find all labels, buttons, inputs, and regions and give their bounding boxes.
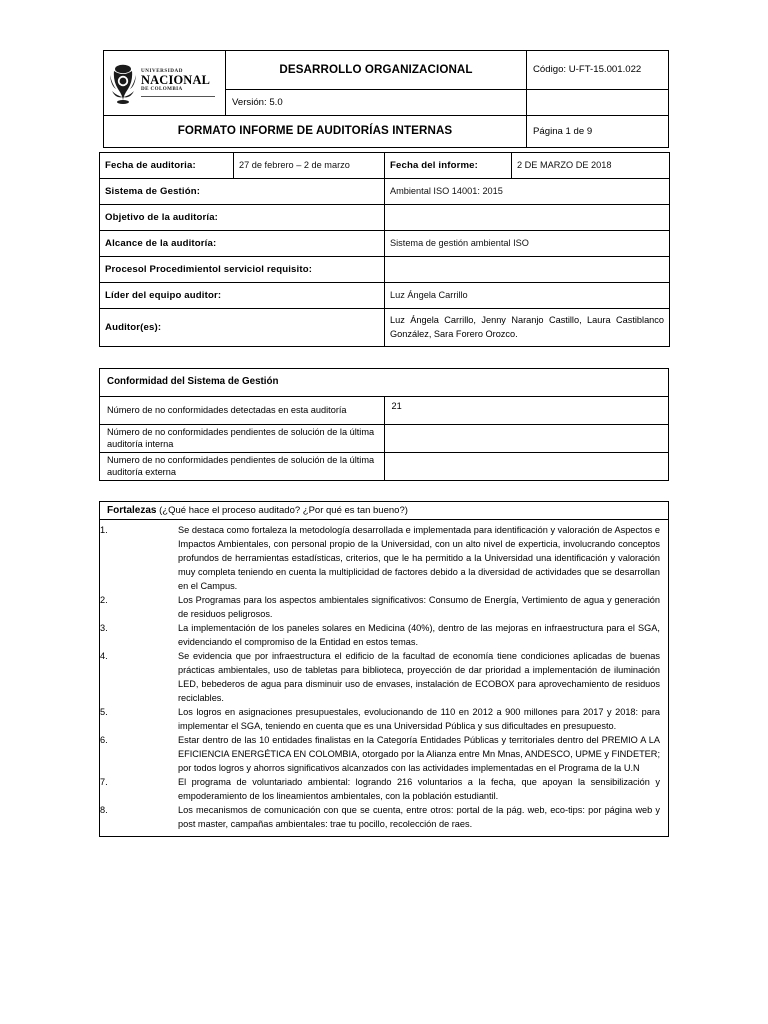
table-row-alcance <box>100 231 670 257</box>
header-row-bottom <box>104 116 669 148</box>
value-auditores[interactable]: Luz Ángela Carrillo, Jenny Naranjo Castillo, Laura Castiblanco González, Sara Forero Orozco. <box>385 309 670 347</box>
value-fecha-informe[interactable]: 2 DE MARZO DE 2018 <box>512 153 670 179</box>
table-row-proceso <box>100 257 670 283</box>
list-item: El programa de voluntariado ambiental: logrando 216 voluntarios a la fecha, que apoyan la sensibilización y empoderamiento de los lineamientos ambientales, con la población estudiantil. <box>178 776 660 801</box>
list-item: La implementación de los paneles solares en Medicina (40%), dentro de las mejoras en infraestructura para el SGA, evidenciando el compromiso de la Entidad en estos temas. <box>178 622 660 647</box>
label-proceso: Procesol Procedimientol serviciol requisito: <box>100 257 385 283</box>
header-title-secondary: FORMATO INFORME DE AUDITORÍAS INTERNAS <box>104 116 527 148</box>
header-version: Versión: 5.0 <box>226 90 527 116</box>
logo-underline <box>141 96 215 97</box>
fortalezas-header <box>100 502 668 520</box>
label-sistema-gestion: Sistema de Gestión: <box>100 179 385 205</box>
audit-info-table <box>99 152 670 347</box>
conformity-label-pendientes-interna: Número de no conformidades pendientes de solución de la última auditoría interna <box>100 425 385 453</box>
label-lider-equipo: Líder del equipo auditor: <box>100 283 385 309</box>
label-auditores: Auditor(es): <box>100 309 385 347</box>
logo-line-nacional: NACIONAL <box>141 73 211 88</box>
university-coat-of-arms-icon <box>108 61 138 105</box>
header-pagina: Página 1 de 9 <box>527 116 669 148</box>
table-row-lider <box>100 283 670 309</box>
value-proceso[interactable] <box>385 257 670 283</box>
list-item: Se destaca como fortaleza la metodología desarrollada e implementada para identificación y valoración de Aspectos e Impactos Ambientales, con personal propio de la Universidad, con un alto nivel de experticia, involucrando conceptos profundos de herramientas estadísticas, criterios, que le ha permitido a la Universidad una identificación y valoración muy completa teniendo en cuenta la multiplicidad de factores debido a la diversidad de actividades que se desarrollan en el Campus. <box>178 525 660 591</box>
header-codigo: Código: U-FT-15.001.022 <box>527 51 669 90</box>
table-row-objetivo <box>100 205 670 231</box>
conformity-label-pendientes-externa: Numero de no conformidades pendientes de solución de la última auditoría externa <box>100 453 385 481</box>
fortalezas-section <box>99 501 669 837</box>
list-item: Los Programas para los aspectos ambientales significativos: Consumo de Energía, Vertimiento de agua y generación de residuos peligrosos. <box>178 594 660 619</box>
logo-line-universidad: UNIVERSIDAD <box>141 67 183 74</box>
value-sistema-gestion[interactable]: Ambiental ISO 14001: 2015 <box>385 179 670 205</box>
table-row <box>100 425 669 453</box>
label-objetivo: Objetivo de la auditoría: <box>100 205 385 231</box>
list-item: Los logros en asignaciones presupuestales, evolucionando de 110 en 2012 a 900 millones para 2017 y 2018: para implementar el SGA, teniendo en cuenta que es una Universidad Pública y sus dificultades en presupuesto. <box>178 706 660 731</box>
logo-line-de-colombia: DE COLOMBIA <box>141 86 183 93</box>
label-fecha-informe: Fecha del informe: <box>385 153 512 179</box>
table-row-auditores <box>100 309 670 347</box>
table-row-fecha <box>100 153 670 179</box>
conformity-table <box>99 368 669 481</box>
label-alcance: Alcance de la auditoría: <box>100 231 385 257</box>
logo-cell <box>104 51 226 116</box>
value-objetivo[interactable] <box>385 205 670 231</box>
conformity-value-pendientes-interna[interactable] <box>384 425 669 453</box>
header-title-primary: DESARROLLO ORGANIZACIONAL <box>226 51 527 90</box>
fortalezas-subtitle: (¿Qué hace el proceso auditado? ¿Por qué es tan bueno?) <box>159 505 408 516</box>
conformity-value-detectadas[interactable]: 21 <box>384 397 669 425</box>
conformity-header-row <box>100 369 669 397</box>
conformity-value-pendientes-externa[interactable] <box>384 453 669 481</box>
table-row <box>100 453 669 481</box>
list-item: Los mecanismos de comunicación con que se cuenta, entre otros: portal de la pág. web, eco-tips: por página web y post master, campañas ambientales: trae tu pocillo, recolección de raes. <box>178 804 660 829</box>
header-row-top <box>104 51 669 90</box>
table-row <box>100 397 669 425</box>
document-control-header <box>103 50 669 148</box>
table-row-sistema <box>100 179 670 205</box>
fortalezas-list <box>100 524 668 832</box>
value-lider-equipo[interactable]: Luz Ángela Carrillo <box>385 283 670 309</box>
conformity-header: Conformidad del Sistema de Gestión <box>100 369 669 397</box>
list-item: Estar dentro de las 10 entidades finalistas en la Categoría Entidades Públicas y territoriales dentro del PREMIO A LA EFICIENCIA ENERGÉTICA EN COLOMBIA, otorgado por la Alianza entre Mn Mnas, ANDESCO, UPME y FINDETER; por todos logros y ahorros significativos alcanzados con las actividades implementadas en el Programa de la U.N <box>178 734 660 773</box>
list-item: Se evidencia que por infraestructura el edificio de la facultad de economía tiene condiciones aplicadas de buenas prácticas ambientales, uso de tabletas para biblioteca, proyección de dar prioridad a implementación de iluminación LED, bebederos de agua para disminuir uso de envases, instalación de ECOBOX para aprovechamiento de residuos reciclables. <box>178 650 660 703</box>
fortalezas-title: Fortalezas <box>107 505 157 516</box>
label-fecha-auditoria: Fecha de auditoria: <box>100 153 234 179</box>
value-fecha-auditoria[interactable]: 27 de febrero – 2 de marzo <box>234 153 385 179</box>
conformity-label-detectadas: Número de no conformidades detectadas en esta auditoría <box>100 397 385 425</box>
value-alcance[interactable]: Sistema de gestión ambiental ISO <box>385 231 670 257</box>
